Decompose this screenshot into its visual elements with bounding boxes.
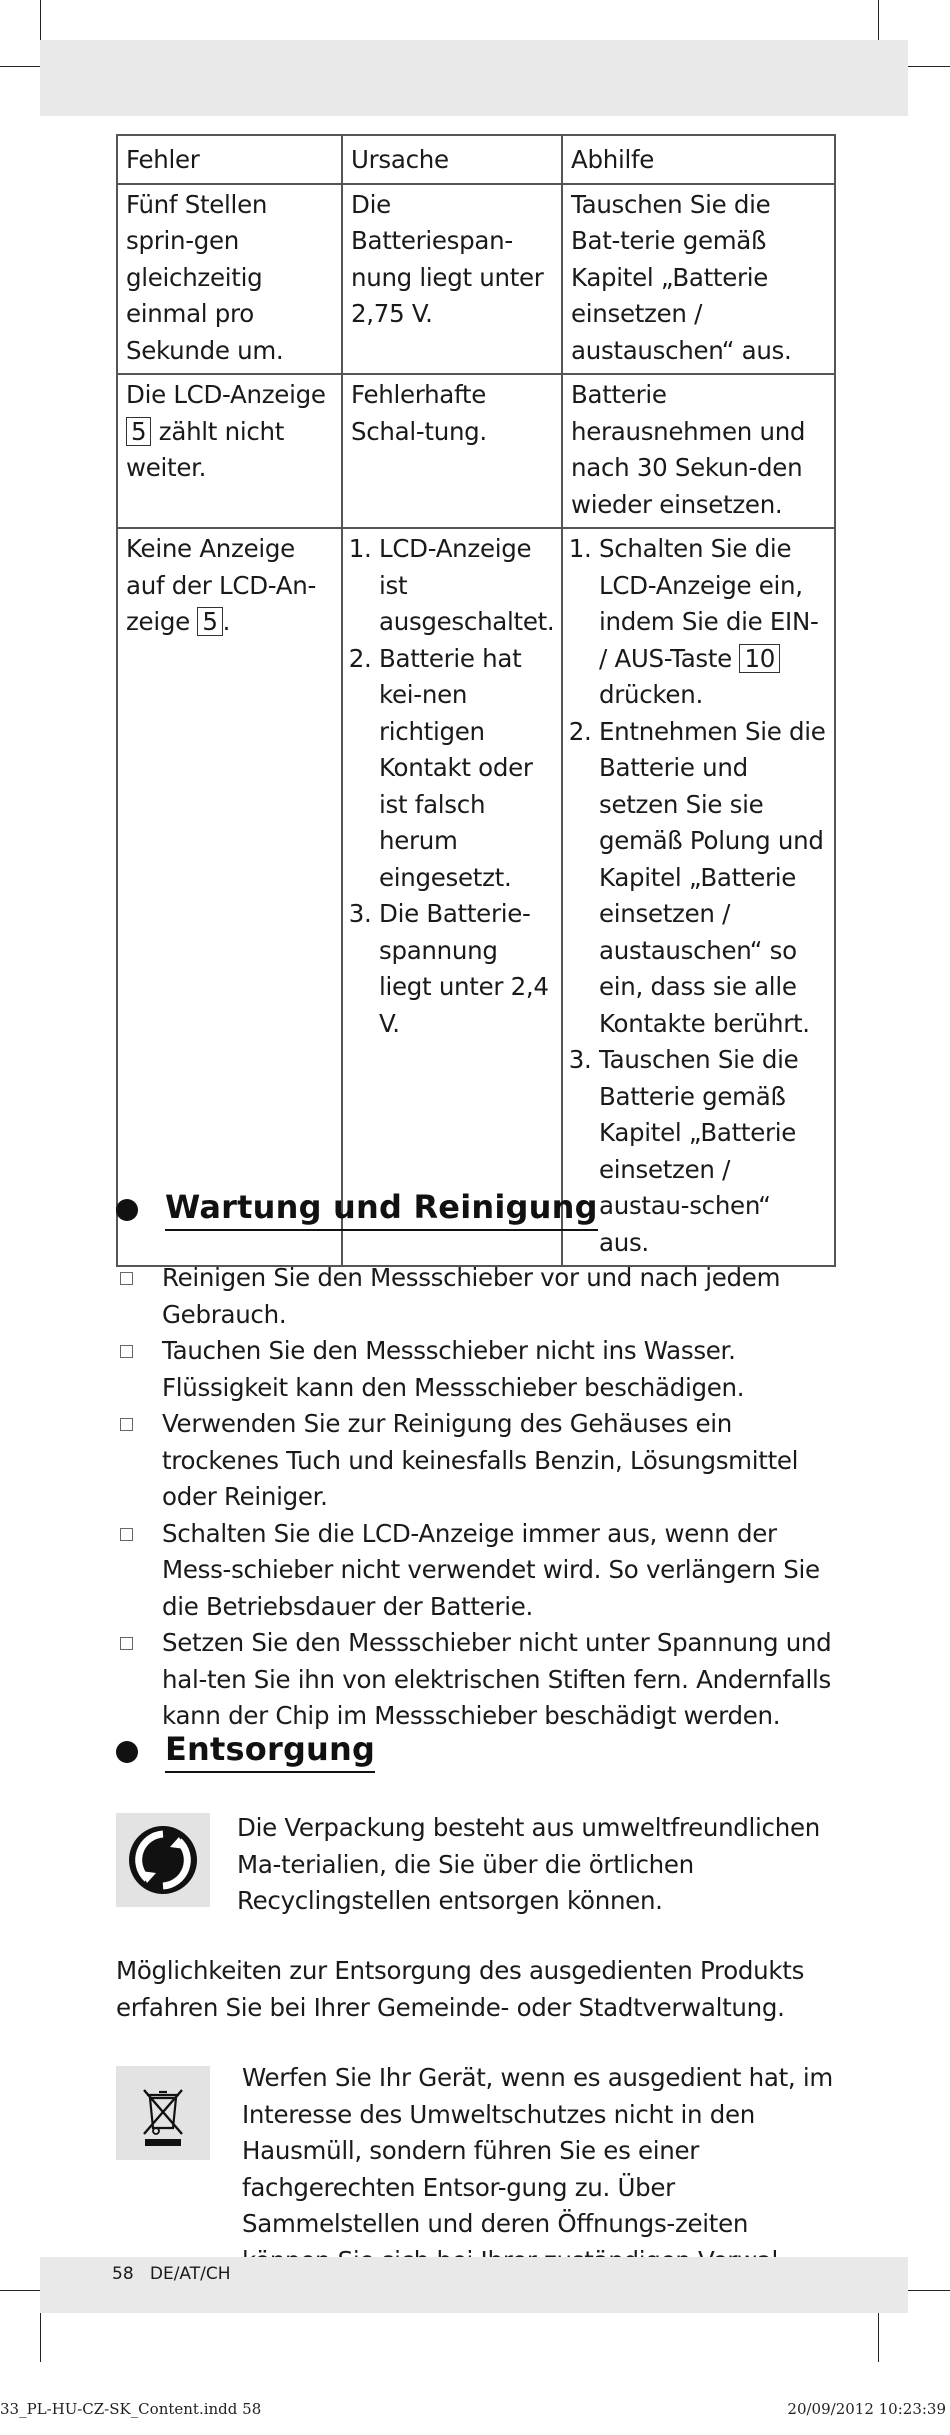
checkbox-bullet-icon (120, 1345, 133, 1358)
section-heading-disposal (116, 1730, 375, 1773)
table-row (117, 374, 835, 528)
crop-mark (878, 2312, 879, 2362)
print-slug-timestamp: 20/09/2012 10:23:39 (787, 2400, 946, 2418)
table-cell-ursache (342, 528, 562, 1266)
crop-mark (0, 66, 40, 67)
table-row (117, 528, 835, 1266)
reference-number: 5 (197, 607, 222, 636)
crop-mark (878, 0, 879, 40)
list-item (116, 1333, 846, 1406)
cell-text: . (222, 607, 231, 636)
crop-mark (40, 0, 41, 40)
table-cell-abhilfe: Batterie herausnehmen und nach 30 Sekun-den wieder einsetzen. (562, 374, 835, 528)
column-header: Ursache (342, 135, 562, 184)
reference-number: 5 (126, 417, 151, 446)
cell-text: Die LCD-Anzeige (126, 380, 326, 409)
list-item: 2. Batterie hat kei-nen richtigen Kontakt oder ist falsch herum eingesetzt. (379, 641, 553, 897)
list-item (116, 1406, 846, 1516)
crop-mark (908, 66, 950, 67)
checkbox-bullet-icon (120, 1272, 133, 1285)
table-cell-ursache: Fehlerhafte Schal-tung. (342, 374, 562, 528)
list-item: 3. Die Batterie-spannung liegt unter 2,4 V. (379, 896, 553, 1042)
list-item (599, 531, 826, 714)
region-label: DE/AT/CH (149, 2264, 231, 2284)
crop-mark (0, 2290, 40, 2291)
page-footer (112, 2263, 231, 2285)
column-header: Abhilfe (562, 135, 835, 184)
disposal-options-text: Möglichkeiten zur Entsorgung des ausgedienten Produkts erfahren Sie bei Ihrer Gemeinde- oder Stadtverwaltung. (116, 1956, 805, 2022)
checkbox-bullet-icon (120, 1418, 133, 1431)
section-heading-maintenance (116, 1188, 598, 1231)
list-item (116, 1625, 846, 1735)
cause-list (351, 531, 553, 1042)
header-band (40, 40, 908, 116)
green-dot-recycling-icon (116, 1813, 210, 1907)
table-cell-abhilfe (562, 528, 835, 1266)
table-cell-fehler: Fünf Stellen sprin-gen gleichzeitig einmal pro Sekunde um. (117, 184, 342, 375)
section-title: Entsorgung (165, 1730, 375, 1773)
table-cell-fehler (117, 374, 342, 528)
list-item-text: Verwenden Sie zur Reinigung des Gehäuses ein trockenes Tuch und keinesfalls Benzin, Lösungsmittel oder Reiniger. (162, 1409, 799, 1511)
list-item-text: Setzen Sie den Messschieber nicht unter Spannung und hal-ten Sie ihn von elektrischen Stiften fern. Andernfalls kann der Chip im Messschieber beschädigt werden. (162, 1628, 832, 1730)
table-header-row (117, 135, 835, 184)
checkbox-bullet-icon (120, 1637, 133, 1650)
troubleshooting-table (116, 134, 836, 1267)
list-item (116, 1516, 846, 1626)
print-slug-filename: 33_PL-HU-CZ-SK_Content.indd 58 (0, 2400, 262, 2418)
list-item: 3. Tauschen Sie die Batterie gemäß Kapitel „Batterie einsetzen / austau-schen“ aus. (599, 1042, 826, 1261)
remedy-list (571, 531, 826, 1261)
bullet-dot-icon (116, 1741, 138, 1763)
crop-mark (40, 2312, 41, 2362)
table-cell-ursache: Die Batteriespan-nung liegt unter 2,75 V. (342, 184, 562, 375)
reference-number: 10 (739, 644, 780, 673)
weee-text: Werfen Sie Ihr Gerät, wenn es ausgedient hat, im Interesse des Umweltschutzes nicht in den Hausmüll, sondern führen Sie es einer fachgerechten Entsor-gung zu. Über Sammelstellen und deren Öffnungs-zeiten (242, 2063, 833, 2238)
column-header: Fehler (117, 135, 342, 184)
list-item-text: Schalten Sie die LCD-Anzeige immer aus, wenn der Mess-schieber nicht verwendet wird. So verlängern Sie die Betriebsdauer der Batterie. (162, 1518, 820, 1621)
cell-text: Keine Anzeige auf der LCD-An-zeige (126, 534, 316, 636)
list-item: 2. Entnehmen Sie die Batterie und setzen Sie sie gemäß Polung und Kapitel „Batterie einsetzen / austauschen“ so ein, dass sie alle Kontakte berührt. (599, 714, 826, 1043)
list-item: 1. LCD-Anzeige ist ausgeschaltet. (379, 531, 553, 641)
maintenance-list (116, 1260, 846, 1735)
packaging-text: Die Verpackung besteht aus umweltfreundlichen Ma-terialien, die Sie über die örtlichen Recyclingstellen entsorgen können. (237, 1813, 820, 1915)
cell-text: drücken. (599, 680, 703, 709)
section-title: Wartung und Reinigung (165, 1188, 598, 1231)
crossed-out-wheelie-bin-icon (116, 2066, 210, 2160)
cell-text: zählt nicht weiter. (126, 416, 285, 482)
crop-mark (908, 2290, 950, 2291)
table-cell-fehler (117, 528, 342, 1266)
list-item-text: Reinigen Sie den Messschieber vor und nach jedem Gebrauch. (162, 1263, 781, 1329)
list-item (116, 1260, 846, 1333)
checkbox-bullet-icon (120, 1528, 133, 1541)
cell-text: Schalten Sie die LCD-Anzeige ein, indem Sie die EIN- / AUS-Taste (599, 534, 819, 673)
table-row (117, 184, 835, 375)
bullet-dot-icon (116, 1199, 138, 1221)
table-cell-abhilfe: Tauschen Sie die Bat-terie gemäß Kapitel „Batterie einsetzen / austauschen“ aus. (562, 184, 835, 375)
list-item-text: Tauchen Sie den Messschieber nicht ins Wasser. Flüssigkeit kann den Messschieber beschädigen. (162, 1336, 745, 1402)
page-number: 58 (112, 2264, 134, 2284)
